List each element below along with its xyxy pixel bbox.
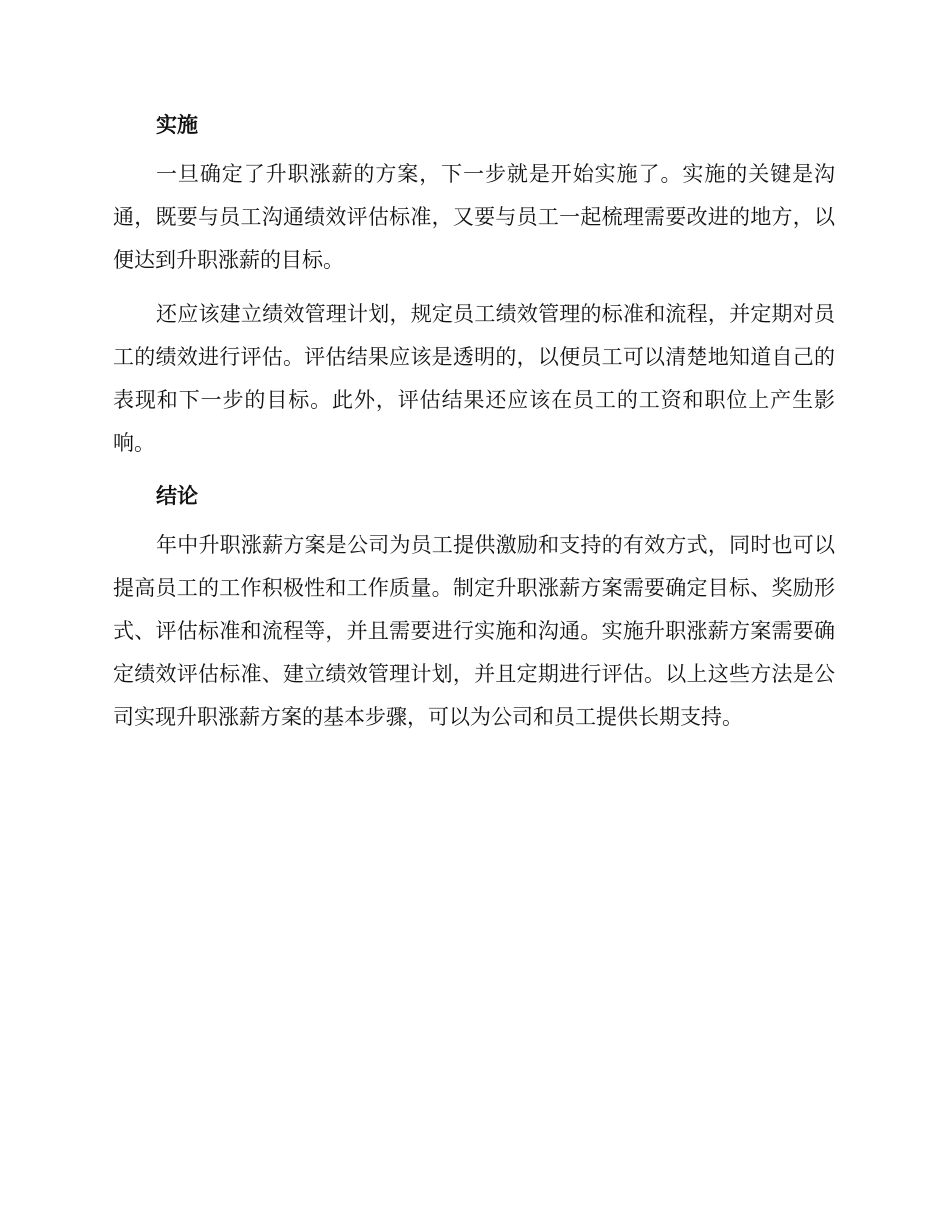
section-implementation: [113, 105, 835, 465]
paragraph: 年中升职涨薪方案是公司为员工提供激励和支持的有效方式，同时也可以提高员工的工作积极性和工作质量。制定升职涨薪方案需要确定目标、奖励形式、评估标准和流程等，并且需要进行实施和沟通。实施升职涨薪方案需要确定绩效评估标准、建立绩效管理计划，并且定期进行评估。以上这些方法是公司实现升职涨薪方案的基本步骤，可以为公司和员工提供长期支持。: [113, 533, 835, 729]
paragraph: 还应该建立绩效管理计划，规定员工绩效管理的标准和流程，并定期对员工的绩效进行评估。评估结果应该是透明的，以便员工可以清楚地知道自己的表现和下一步的目标。此外，评估结果还应该在员工的工资和职位上产生影响。: [113, 302, 835, 455]
document-page: [113, 105, 835, 750]
section-heading: 结论: [156, 484, 198, 508]
section-conclusion: [113, 476, 835, 739]
paragraph: 一旦确定了升职涨薪的方案，下一步就是开始实施了。实施的关键是沟通，既要与员工沟通绩效评估标准，又要与员工一起梳理需要改进的地方，以便达到升职涨薪的目标。: [113, 162, 835, 272]
section-heading: 实施: [156, 113, 198, 137]
